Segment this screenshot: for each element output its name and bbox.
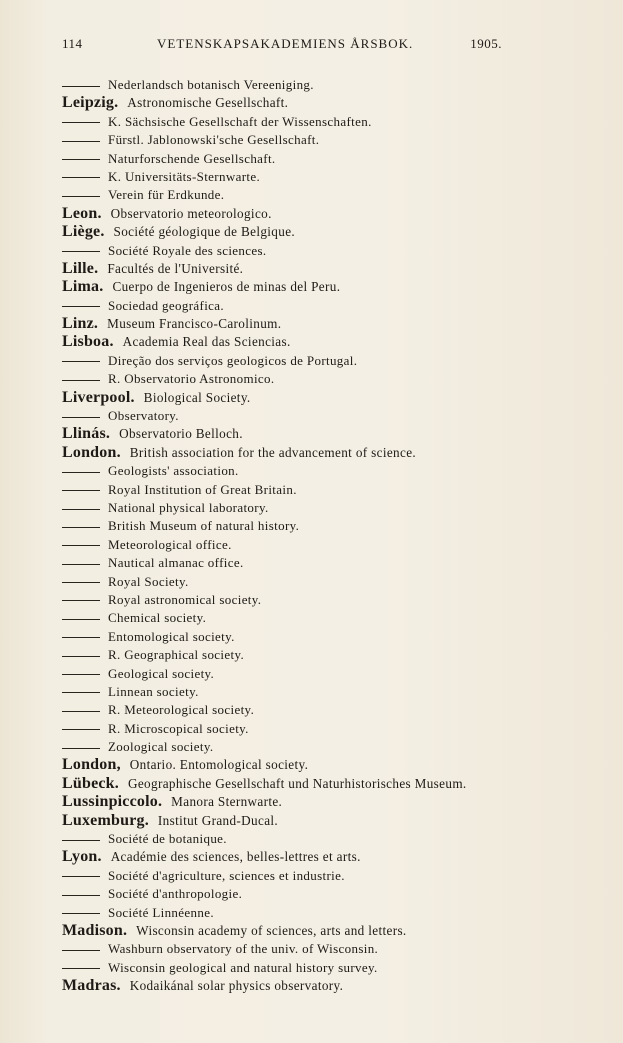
ditto-dash [62,122,100,123]
list-item [62,352,607,370]
list-item [62,848,607,866]
city-name: Llinás. [62,425,111,443]
ditto-dash [62,656,100,657]
list-item [62,701,607,719]
city-name: Lisboa. [62,333,114,351]
ditto-dash [62,748,100,749]
ditto-dash [62,196,100,197]
header-title: VETENSKAPSAKADEMIENS ÅRSBOK. [157,36,414,51]
institution-name: Meteorological office. [108,536,232,552]
ditto-dash [62,729,100,730]
ditto-dash [62,968,100,969]
institution-name: R. Meteorological society. [108,702,255,718]
list-item [62,517,607,535]
ditto-dash [62,674,100,675]
list-item [62,536,607,554]
ditto-dash [62,545,100,546]
institution-name: British association for the advancement of science. [129,444,417,460]
list-item [62,168,607,186]
ditto-dash [62,306,100,307]
header-year: 1905. [470,36,502,51]
city-name: Lussinpiccolo. [62,793,163,811]
list-item [62,977,607,995]
city-name: London, [62,756,121,774]
city-name: Leipzig. [62,94,119,112]
institution-name: Royal astronomical society. [108,591,262,607]
institution-name: Société Royale des sciences. [108,242,267,258]
list-item [62,76,607,94]
list-item [62,205,607,223]
city-name: Luxemburg. [62,811,149,829]
institution-name: Nederlandsch botanisch Vereeniging. [108,77,314,92]
list-item [62,370,607,388]
ditto-dash [62,361,100,362]
list-item [62,812,607,830]
institution-name: Société d'agriculture, sciences et industrie. [108,867,345,883]
institution-name: National physical laboratory. [108,499,269,515]
list-item [62,260,607,278]
list-item [62,867,607,885]
list-item [62,223,607,241]
list-item [62,425,607,443]
institution-name: R. Observatorio Astronomico. [108,371,275,387]
city-name: Madison. [62,921,128,939]
ditto-dash [62,692,100,693]
list-item [62,131,607,149]
institution-name: R. Geographical society. [108,647,245,663]
city-name: Lyon. [62,848,102,866]
list-item [62,940,607,958]
institution-name: Académie des sciences, belles-lettres et arts. [110,849,361,865]
list-item [62,904,607,922]
institution-name: Ontario. Entomological society. [129,757,309,773]
list-item [62,407,607,425]
city-name: Liverpool. [62,388,135,406]
list-item [62,242,607,260]
institution-name: K. Universitäts-Sternwarte. [108,168,261,184]
institution-name: Geological society. [108,665,215,681]
list-item [62,609,607,627]
institution-name: Wisconsin academy of sciences, arts and letters. [136,922,407,938]
institution-name: Linnean society. [108,683,199,699]
institution-name: Astronomische Gesellschaft. [127,95,289,111]
institution-name: Entomological society. [108,628,235,644]
institution-name: Institut Grand-Ducal. [157,812,279,828]
list-item [62,830,607,848]
list-item [62,315,607,333]
institution-name: Nautical almanac office. [108,555,244,571]
institution-name: Facultés de l'Université. [107,260,244,276]
city-name: Lima. [62,278,104,296]
running-header [62,36,502,56]
list-item [62,922,607,940]
list-item [62,591,607,609]
institution-list [62,76,607,996]
list-item [62,444,607,462]
ditto-dash [62,509,100,510]
institution-name: Biological Society. [143,389,251,405]
institution-name: Fürstl. Jablonowski'sche Gesellschaft. [108,132,320,148]
city-name: Linz. [62,315,99,333]
institution-name: Cuerpo de Ingenieros de minas del Peru. [112,279,341,295]
ditto-dash [62,619,100,620]
ditto-dash [62,380,100,381]
institution-name: Observatorio Belloch. [119,426,243,442]
institution-name: Naturforschende Gesellschaft. [108,150,276,166]
institution-name: Geologists' association. [108,463,239,479]
list-item [62,186,607,204]
ditto-dash [62,417,100,418]
ditto-dash [62,86,100,87]
list-item [62,793,607,811]
list-item [62,720,607,738]
list-item [62,554,607,572]
list-item [62,150,607,168]
list-item [62,628,607,646]
list-item [62,665,607,683]
ditto-dash [62,177,100,178]
institution-name: Geographische Gesellschaft und Naturhistorisches Museum. [127,775,467,791]
ditto-dash [62,472,100,473]
ditto-dash [62,582,100,583]
list-item [62,885,607,903]
ditto-dash [62,913,100,914]
ditto-dash [62,876,100,877]
ditto-dash [62,251,100,252]
institution-name: Observatory. [108,408,179,424]
ditto-dash [62,564,100,565]
city-name: Madras. [62,977,121,995]
institution-name: Royal Institution of Great Britain. [108,481,297,497]
city-name: London. [62,443,121,461]
institution-name: Direção dos serviços geologicos de Portugal. [108,352,358,368]
institution-name: British Museum of natural history. [108,518,300,534]
list-item [62,646,607,664]
city-name: Liège. [62,223,105,241]
list-item [62,775,607,793]
ditto-dash [62,490,100,491]
ditto-dash [62,159,100,160]
list-item [62,333,607,351]
list-item [62,389,607,407]
page-number: 114 [62,36,83,51]
list-item [62,297,607,315]
institution-name: K. Sächsische Gesellschaft der Wissenschaften. [108,113,372,129]
institution-name: Royal Society. [108,573,189,589]
list-item [62,959,607,977]
list-item [62,94,607,112]
list-item [62,113,607,131]
institution-name: Société d'anthropologie. [108,886,243,902]
institution-name: Société Linnéenne. [108,904,214,920]
list-item [62,462,607,480]
institution-name: Academia Real das Sciencias. [122,334,291,350]
institution-name: Museum Francisco-Carolinum. [107,316,282,332]
ditto-dash [62,141,100,142]
institution-name: Zoological society. [108,739,214,755]
institution-name: Chemical society. [108,610,207,626]
list-item [62,683,607,701]
institution-name: Société géologique de Belgique. [113,224,296,240]
list-item [62,278,607,296]
list-item [62,738,607,756]
list-item [62,573,607,591]
city-name: Lübeck. [62,774,119,792]
ditto-dash [62,840,100,841]
list-item [62,756,607,774]
ditto-dash [62,600,100,601]
institution-name: Wisconsin geological and natural history survey. [108,959,378,975]
institution-name: R. Microscopical society. [108,720,249,736]
institution-name: Verein für Erdkunde. [108,187,225,203]
ditto-dash [62,895,100,896]
ditto-dash [62,711,100,712]
institution-name: Observatorio meteorologico. [110,205,272,221]
institution-name: Kodaikánal solar physics observatory. [129,978,344,994]
list-item [62,481,607,499]
institution-name: Manora Sternwarte. [171,794,283,810]
ditto-dash [62,527,100,528]
city-name: Leon. [62,204,102,222]
city-name: Lille. [62,259,99,277]
institution-name: Sociedad geográfica. [108,297,225,313]
ditto-dash [62,637,100,638]
list-item [62,499,607,517]
ditto-dash [62,950,100,951]
institution-name: Washburn observatory of the univ. of Wisconsin. [108,941,379,957]
institution-name: Société de botanique. [108,831,227,847]
